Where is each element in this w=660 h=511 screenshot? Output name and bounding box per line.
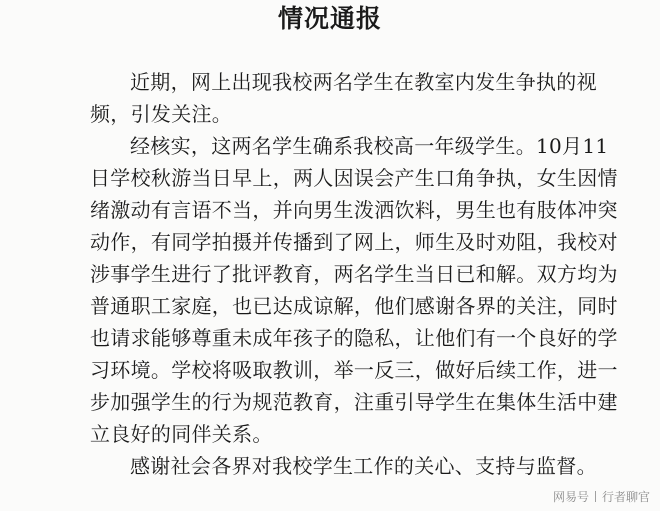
text-line: 涉事学生进行了批评教育，两名学生当日已和解。双方均为 bbox=[90, 262, 618, 286]
text-line: 日学校秋游当日早上，两人因误会产生口角争执，女生因情 bbox=[90, 166, 618, 190]
watermark bbox=[553, 488, 650, 505]
text-line: 动作，有同学拍摄并传播到了网上，师生及时劝阻，我校对 bbox=[90, 230, 618, 254]
document-body bbox=[90, 66, 618, 482]
text-line: 绪激动有言语不当，并向男生泼洒饮料，男生也有肢体冲突 bbox=[90, 198, 618, 222]
watermark-author: 行者聊官 bbox=[601, 490, 650, 504]
text-line: 也请求能够尊重未成年孩子的隐私，让他们有一个良好的学 bbox=[90, 326, 618, 350]
text-line: 经核实，这两名学生确系我校高一年级学生。10月11 bbox=[130, 134, 609, 158]
text-line: 立良好的同伴关系。 bbox=[90, 422, 273, 446]
text-line: 步加强学生的行为规范教育，注重引导学生在集体生活中建 bbox=[90, 390, 618, 414]
watermark-source: 网易号 bbox=[552, 490, 589, 504]
document-title: 情况通报 bbox=[277, 4, 382, 33]
watermark-divider bbox=[595, 491, 596, 502]
text-line: 感谢社会各界对我校学生工作的关心、支持与监督。 bbox=[130, 454, 597, 478]
text-line: 近期，网上出现我校两名学生在教室内发生争执的视 bbox=[130, 70, 597, 94]
text-line: 习环境。学校将吸取教训，举一反三，做好后续工作，进一 bbox=[90, 358, 618, 382]
text-line: 普通职工家庭，也已达成谅解，他们感谢各界的关注，同时 bbox=[90, 294, 618, 318]
text-line: 频，引发关注。 bbox=[90, 102, 233, 126]
